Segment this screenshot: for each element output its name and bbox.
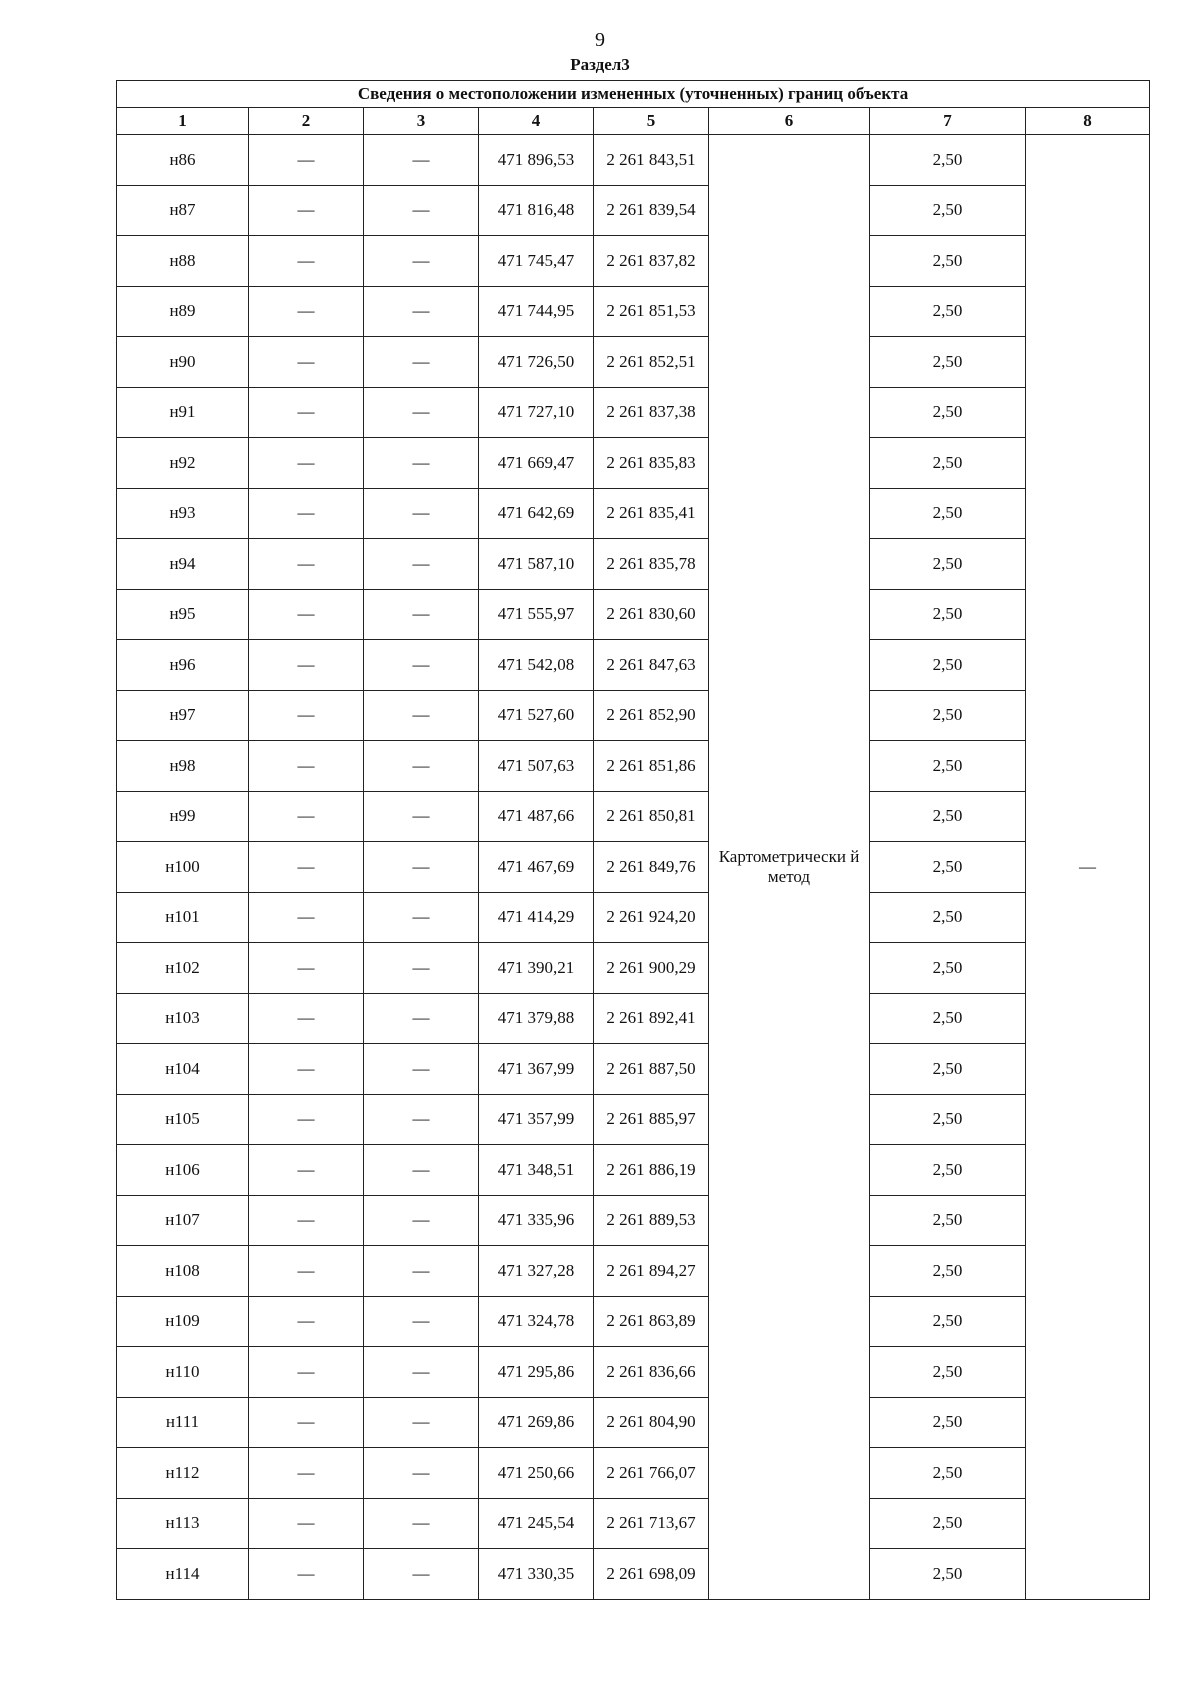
accuracy-cell: 2,50: [870, 741, 1026, 792]
x-coordinate-cell: 471 324,78: [479, 1296, 594, 1347]
x-coordinate-cell: 471 367,99: [479, 1044, 594, 1095]
table-row: [117, 539, 1150, 590]
col3-cell: —: [364, 1094, 479, 1145]
col3-cell: —: [364, 589, 479, 640]
point-name-cell: н108: [117, 1246, 249, 1297]
x-coordinate-cell: 471 527,60: [479, 690, 594, 741]
table-row: [117, 488, 1150, 539]
col3-cell: —: [364, 1044, 479, 1095]
y-coordinate-cell: 2 261 851,53: [594, 286, 709, 337]
table-row: [117, 1145, 1150, 1196]
accuracy-cell: 2,50: [870, 1145, 1026, 1196]
x-coordinate-cell: 471 487,66: [479, 791, 594, 842]
table-row: [117, 1397, 1150, 1448]
col3-cell: —: [364, 1145, 479, 1196]
col2-cell: —: [249, 690, 364, 741]
col3-cell: —: [364, 185, 479, 236]
column-number: 1: [117, 108, 249, 135]
section-title: Раздел3: [570, 55, 630, 74]
accuracy-cell: 2,50: [870, 690, 1026, 741]
col3-cell: —: [364, 236, 479, 287]
col2-cell: —: [249, 993, 364, 1044]
col2-cell: —: [249, 1448, 364, 1499]
col3-cell: —: [364, 1195, 479, 1246]
y-coordinate-cell: 2 261 837,38: [594, 387, 709, 438]
point-name-cell: н113: [117, 1498, 249, 1549]
table-row: [117, 589, 1150, 640]
column-number: 5: [594, 108, 709, 135]
table-row: [117, 1195, 1150, 1246]
point-name-cell: н112: [117, 1448, 249, 1499]
point-name-cell: н102: [117, 943, 249, 994]
x-coordinate-cell: 471 295,86: [479, 1347, 594, 1398]
col2-cell: —: [249, 539, 364, 590]
method-cell: Картометрически й метод: [709, 135, 870, 1600]
x-coordinate-cell: 471 727,10: [479, 387, 594, 438]
accuracy-cell: 2,50: [870, 842, 1026, 893]
table-row: [117, 185, 1150, 236]
column-number-row: [117, 108, 1150, 135]
col2-cell: —: [249, 286, 364, 337]
col3-cell: —: [364, 488, 479, 539]
accuracy-cell: 2,50: [870, 993, 1026, 1044]
col2-cell: —: [249, 1094, 364, 1145]
point-name-cell: н111: [117, 1397, 249, 1448]
boundary-coordinates-table: [116, 80, 1150, 1600]
column-number: 7: [870, 108, 1026, 135]
accuracy-cell: 2,50: [870, 1448, 1026, 1499]
point-name-cell: н98: [117, 741, 249, 792]
column-number: 3: [364, 108, 479, 135]
point-name-cell: н110: [117, 1347, 249, 1398]
y-coordinate-cell: 2 261 847,63: [594, 640, 709, 691]
x-coordinate-cell: 471 816,48: [479, 185, 594, 236]
table-row: [117, 1094, 1150, 1145]
x-coordinate-cell: 471 642,69: [479, 488, 594, 539]
accuracy-cell: 2,50: [870, 791, 1026, 842]
table-row: [117, 943, 1150, 994]
col2-cell: —: [249, 236, 364, 287]
x-coordinate-cell: 471 357,99: [479, 1094, 594, 1145]
column-number: 6: [709, 108, 870, 135]
x-coordinate-cell: 471 507,63: [479, 741, 594, 792]
point-name-cell: н86: [117, 135, 249, 186]
table-row: [117, 135, 1150, 186]
x-coordinate-cell: 471 327,28: [479, 1246, 594, 1297]
y-coordinate-cell: 2 261 900,29: [594, 943, 709, 994]
col3-cell: —: [364, 1549, 479, 1600]
point-name-cell: н92: [117, 438, 249, 489]
col2-cell: —: [249, 589, 364, 640]
col3-cell: —: [364, 1448, 479, 1499]
accuracy-cell: 2,50: [870, 387, 1026, 438]
col2-cell: —: [249, 1296, 364, 1347]
page-number: 9: [595, 29, 605, 51]
table-row: [117, 842, 1150, 893]
y-coordinate-cell: 2 261 924,20: [594, 892, 709, 943]
y-coordinate-cell: 2 261 851,86: [594, 741, 709, 792]
point-name-cell: н104: [117, 1044, 249, 1095]
col2-cell: —: [249, 842, 364, 893]
col3-cell: —: [364, 387, 479, 438]
y-coordinate-cell: 2 261 849,76: [594, 842, 709, 893]
accuracy-cell: 2,50: [870, 640, 1026, 691]
col8-cell: —: [1026, 135, 1150, 1600]
y-coordinate-cell: 2 261 839,54: [594, 185, 709, 236]
accuracy-cell: 2,50: [870, 943, 1026, 994]
col2-cell: —: [249, 892, 364, 943]
point-name-cell: н97: [117, 690, 249, 741]
table-row: [117, 993, 1150, 1044]
y-coordinate-cell: 2 261 766,07: [594, 1448, 709, 1499]
table-row: [117, 640, 1150, 691]
y-coordinate-cell: 2 261 836,66: [594, 1347, 709, 1398]
col3-cell: —: [364, 741, 479, 792]
y-coordinate-cell: 2 261 835,83: [594, 438, 709, 489]
point-name-cell: н95: [117, 589, 249, 640]
point-name-cell: н93: [117, 488, 249, 539]
col2-cell: —: [249, 337, 364, 388]
col3-cell: —: [364, 842, 479, 893]
x-coordinate-cell: 471 335,96: [479, 1195, 594, 1246]
table-row: [117, 1296, 1150, 1347]
table-row: [117, 791, 1150, 842]
point-name-cell: н94: [117, 539, 249, 590]
col3-cell: —: [364, 135, 479, 186]
accuracy-cell: 2,50: [870, 337, 1026, 388]
accuracy-cell: 2,50: [870, 1347, 1026, 1398]
x-coordinate-cell: 471 745,47: [479, 236, 594, 287]
y-coordinate-cell: 2 261 830,60: [594, 589, 709, 640]
accuracy-cell: 2,50: [870, 488, 1026, 539]
y-coordinate-cell: 2 261 885,97: [594, 1094, 709, 1145]
col3-cell: —: [364, 337, 479, 388]
table-row: [117, 1044, 1150, 1095]
table-row: [117, 1448, 1150, 1499]
col2-cell: —: [249, 438, 364, 489]
x-coordinate-cell: 471 587,10: [479, 539, 594, 590]
y-coordinate-cell: 2 261 835,41: [594, 488, 709, 539]
table-row: [117, 1246, 1150, 1297]
col3-cell: —: [364, 993, 479, 1044]
y-coordinate-cell: 2 261 887,50: [594, 1044, 709, 1095]
col3-cell: —: [364, 1347, 479, 1398]
col2-cell: —: [249, 640, 364, 691]
col2-cell: —: [249, 1347, 364, 1398]
col3-cell: —: [364, 1498, 479, 1549]
point-name-cell: н96: [117, 640, 249, 691]
col2-cell: —: [249, 791, 364, 842]
point-name-cell: н90: [117, 337, 249, 388]
col3-cell: —: [364, 791, 479, 842]
point-name-cell: н106: [117, 1145, 249, 1196]
point-name-cell: н114: [117, 1549, 249, 1600]
col2-cell: —: [249, 1498, 364, 1549]
x-coordinate-cell: 471 669,47: [479, 438, 594, 489]
y-coordinate-cell: 2 261 843,51: [594, 135, 709, 186]
x-coordinate-cell: 471 896,53: [479, 135, 594, 186]
col2-cell: —: [249, 1195, 364, 1246]
accuracy-cell: 2,50: [870, 1498, 1026, 1549]
point-name-cell: н91: [117, 387, 249, 438]
accuracy-cell: 2,50: [870, 185, 1026, 236]
x-coordinate-cell: 471 744,95: [479, 286, 594, 337]
table-row: [117, 741, 1150, 792]
col2-cell: —: [249, 1246, 364, 1297]
point-name-cell: н99: [117, 791, 249, 842]
y-coordinate-cell: 2 261 892,41: [594, 993, 709, 1044]
col2-cell: —: [249, 185, 364, 236]
col3-cell: —: [364, 690, 479, 741]
y-coordinate-cell: 2 261 894,27: [594, 1246, 709, 1297]
col3-cell: —: [364, 438, 479, 489]
y-coordinate-cell: 2 261 889,53: [594, 1195, 709, 1246]
point-name-cell: н89: [117, 286, 249, 337]
table-row: [117, 1549, 1150, 1600]
column-number: 2: [249, 108, 364, 135]
table-row: [117, 387, 1150, 438]
point-name-cell: н105: [117, 1094, 249, 1145]
col2-cell: —: [249, 943, 364, 994]
y-coordinate-cell: 2 261 863,89: [594, 1296, 709, 1347]
y-coordinate-cell: 2 261 804,90: [594, 1397, 709, 1448]
col2-cell: —: [249, 741, 364, 792]
x-coordinate-cell: 471 379,88: [479, 993, 594, 1044]
accuracy-cell: 2,50: [870, 438, 1026, 489]
col2-cell: —: [249, 135, 364, 186]
accuracy-cell: 2,50: [870, 1397, 1026, 1448]
col3-cell: —: [364, 1296, 479, 1347]
table-caption: Сведения о местоположении измененных (уточненных) границ объекта: [117, 81, 1150, 108]
col3-cell: —: [364, 1246, 479, 1297]
col2-cell: —: [249, 1549, 364, 1600]
table-row: [117, 1347, 1150, 1398]
accuracy-cell: 2,50: [870, 1296, 1026, 1347]
point-name-cell: н88: [117, 236, 249, 287]
column-number: 8: [1026, 108, 1150, 135]
x-coordinate-cell: 471 245,54: [479, 1498, 594, 1549]
col2-cell: —: [249, 387, 364, 438]
table-row: [117, 236, 1150, 287]
point-name-cell: н107: [117, 1195, 249, 1246]
point-name-cell: н103: [117, 993, 249, 1044]
accuracy-cell: 2,50: [870, 1195, 1026, 1246]
accuracy-cell: 2,50: [870, 1094, 1026, 1145]
table-body: [117, 135, 1150, 1600]
table-row: [117, 337, 1150, 388]
accuracy-cell: 2,50: [870, 1246, 1026, 1297]
y-coordinate-cell: 2 261 837,82: [594, 236, 709, 287]
x-coordinate-cell: 471 390,21: [479, 943, 594, 994]
x-coordinate-cell: 471 414,29: [479, 892, 594, 943]
y-coordinate-cell: 2 261 835,78: [594, 539, 709, 590]
point-name-cell: н100: [117, 842, 249, 893]
x-coordinate-cell: 471 467,69: [479, 842, 594, 893]
col3-cell: —: [364, 892, 479, 943]
point-name-cell: н109: [117, 1296, 249, 1347]
x-coordinate-cell: 471 330,35: [479, 1549, 594, 1600]
col2-cell: —: [249, 488, 364, 539]
y-coordinate-cell: 2 261 852,90: [594, 690, 709, 741]
col3-cell: —: [364, 1397, 479, 1448]
accuracy-cell: 2,50: [870, 892, 1026, 943]
col3-cell: —: [364, 943, 479, 994]
table-row: [117, 438, 1150, 489]
column-number: 4: [479, 108, 594, 135]
col3-cell: —: [364, 286, 479, 337]
accuracy-cell: 2,50: [870, 1044, 1026, 1095]
accuracy-cell: 2,50: [870, 589, 1026, 640]
accuracy-cell: 2,50: [870, 135, 1026, 186]
y-coordinate-cell: 2 261 852,51: [594, 337, 709, 388]
x-coordinate-cell: 471 348,51: [479, 1145, 594, 1196]
x-coordinate-cell: 471 250,66: [479, 1448, 594, 1499]
x-coordinate-cell: 471 542,08: [479, 640, 594, 691]
table-row: [117, 892, 1150, 943]
y-coordinate-cell: 2 261 698,09: [594, 1549, 709, 1600]
table-row: [117, 286, 1150, 337]
x-coordinate-cell: 471 269,86: [479, 1397, 594, 1448]
table-row: [117, 1498, 1150, 1549]
x-coordinate-cell: 471 726,50: [479, 337, 594, 388]
y-coordinate-cell: 2 261 850,81: [594, 791, 709, 842]
accuracy-cell: 2,50: [870, 539, 1026, 590]
y-coordinate-cell: 2 261 713,67: [594, 1498, 709, 1549]
point-name-cell: н87: [117, 185, 249, 236]
x-coordinate-cell: 471 555,97: [479, 589, 594, 640]
accuracy-cell: 2,50: [870, 1549, 1026, 1600]
col3-cell: —: [364, 539, 479, 590]
table-row: [117, 690, 1150, 741]
col2-cell: —: [249, 1145, 364, 1196]
y-coordinate-cell: 2 261 886,19: [594, 1145, 709, 1196]
col3-cell: —: [364, 640, 479, 691]
col2-cell: —: [249, 1397, 364, 1448]
point-name-cell: н101: [117, 892, 249, 943]
col2-cell: —: [249, 1044, 364, 1095]
accuracy-cell: 2,50: [870, 236, 1026, 287]
accuracy-cell: 2,50: [870, 286, 1026, 337]
